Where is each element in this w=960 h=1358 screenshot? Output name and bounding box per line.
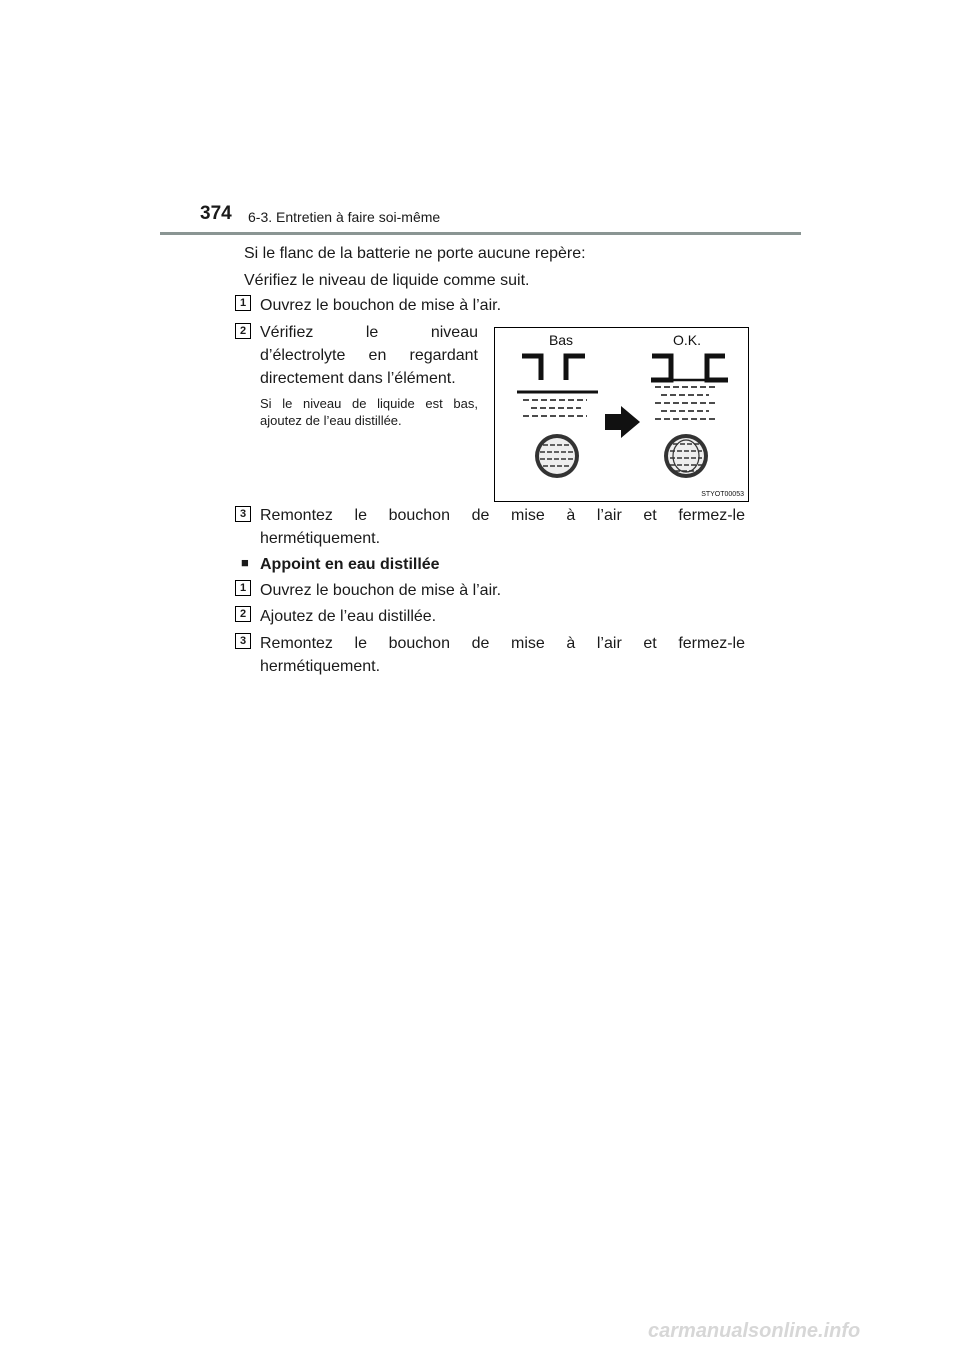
arrow-right-icon xyxy=(605,406,640,438)
step-number-1: 1 xyxy=(235,295,251,311)
step-2-line-3: directement dans l’élément. xyxy=(260,370,456,387)
note-line-1: Si le niveau de liquide est bas, xyxy=(260,396,478,411)
label-low: Bas xyxy=(548,332,574,348)
ok-level-view-icon xyxy=(664,434,708,478)
page-number: 374 xyxy=(200,203,232,224)
subsection-bullet: ■ xyxy=(241,555,249,570)
electrolyte-level-figure xyxy=(494,327,749,502)
step-1-text: Ouvrez le bouchon de mise à l’air. xyxy=(260,297,502,314)
section-title: 6-3. Entretien à faire soi-même xyxy=(248,209,441,225)
sub-step-number-3: 3 xyxy=(235,633,251,649)
step-number-3: 3 xyxy=(235,506,251,522)
step-2-line-1: Vérifiez le niveau xyxy=(260,324,478,341)
sub-step-2-text: Ajoutez de l’eau distillée. xyxy=(260,608,437,625)
figure-code: STYOT00053 xyxy=(701,491,744,498)
subsection-title: Appoint en eau distillée xyxy=(260,556,440,573)
intro-text-1: Si le flanc de la batterie ne porte aucune repère: xyxy=(244,245,586,262)
low-level-view-icon xyxy=(535,434,579,478)
intro-text-2: Vérifiez le niveau de liquide comme suit. xyxy=(244,272,530,289)
step-number-2: 2 xyxy=(235,323,251,339)
low-level-cell-icon xyxy=(517,356,598,416)
sub-step-3-line-1: Remontez le bouchon de mise à l’air et fermez-le xyxy=(260,635,745,652)
sub-step-number-1: 1 xyxy=(235,580,251,596)
step-3-line-2: hermétiquement. xyxy=(260,530,381,547)
step-2-line-2: d’électrolyte en regardant xyxy=(260,347,478,364)
note-line-2: ajoutez de l’eau distillée. xyxy=(260,413,402,428)
header-rule xyxy=(160,232,801,235)
sub-step-number-2: 2 xyxy=(235,606,251,622)
watermark: carmanualsonline.info xyxy=(648,1320,861,1342)
ok-level-cell-icon xyxy=(651,356,728,419)
step-3-line-1: Remontez le bouchon de mise à l’air et fermez-le xyxy=(260,507,745,524)
sub-step-3-line-2: hermétiquement. xyxy=(260,658,381,675)
label-ok: O.K. xyxy=(672,332,702,348)
sub-step-1-text: Ouvrez le bouchon de mise à l’air. xyxy=(260,582,502,599)
